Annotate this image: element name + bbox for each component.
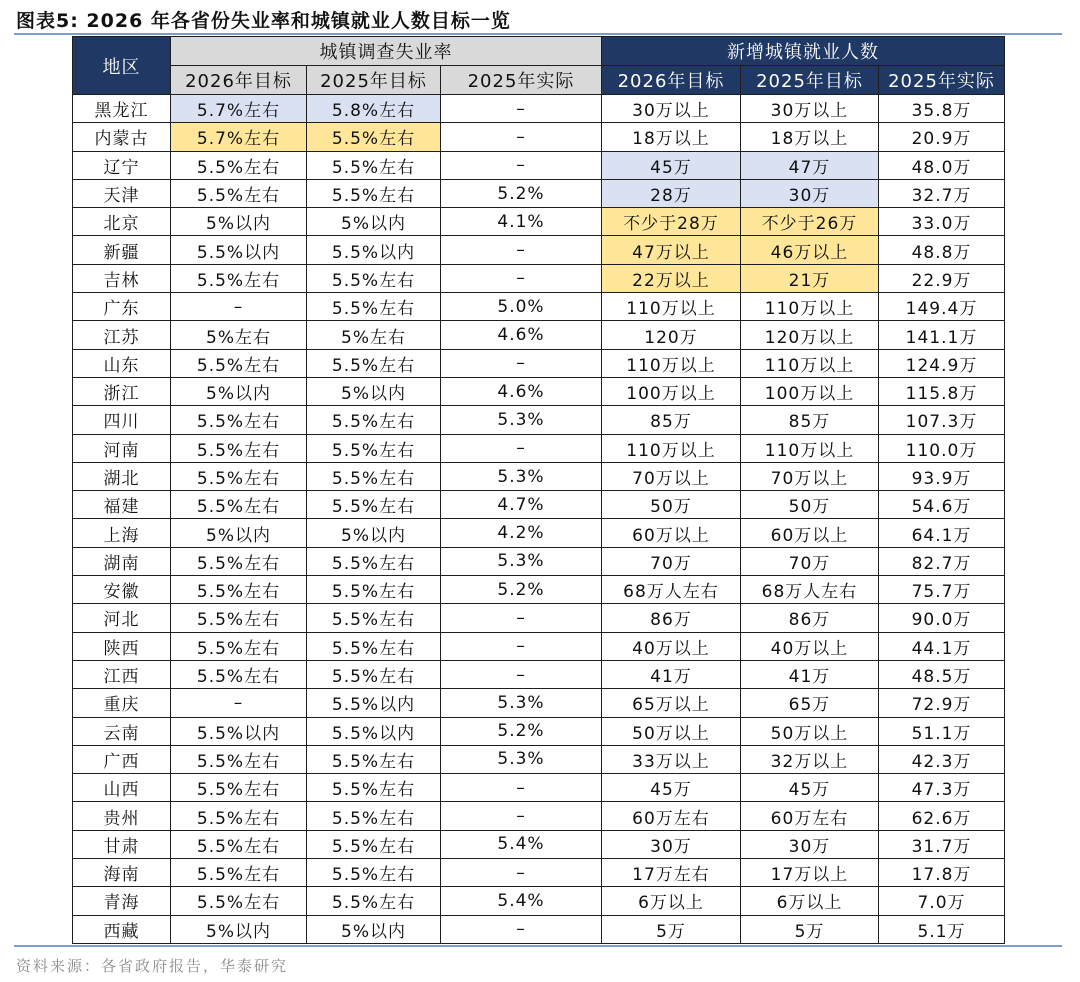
- cell-unemployment-2025-target: 5.5%左右: [307, 887, 441, 915]
- cell-employment-2026-target: 28万: [602, 179, 741, 207]
- cell-unemployment-2026-target: 5.5%左右: [171, 660, 307, 688]
- cell-unemployment-2025-target: 5.5%左右: [307, 802, 441, 830]
- group-header-unemployment: 城镇调查失业率: [171, 37, 602, 66]
- cell-employment-2025-target: 86万: [741, 604, 879, 632]
- cell-unemployment-2025-actual: –: [441, 802, 602, 830]
- cell-unemployment-2026-target: 5.7%左右: [171, 95, 307, 123]
- cell-employment-2025-target: 120万以上: [741, 321, 879, 349]
- cell-unemployment-2025-actual: 5.3%: [441, 406, 602, 434]
- cell-unemployment-2025-target: 5.5%左右: [307, 604, 441, 632]
- cell-unemployment-2025-actual: 5.4%: [441, 887, 602, 915]
- cell-unemployment-2026-target: 5.5%左右: [171, 264, 307, 292]
- table-row: [73, 576, 1005, 604]
- cell-employment-2025-actual: 82.7万: [879, 547, 1005, 575]
- cell-unemployment-2025-target: 5.5%左右: [307, 491, 441, 519]
- cell-unemployment-2025-target: 5.8%左右: [307, 95, 441, 123]
- cell-unemployment-2026-target: 5.5%左右: [171, 802, 307, 830]
- cell-unemployment-2026-target: 5.5%左右: [171, 462, 307, 490]
- column-header-employment-2025-actual: 2025年实际: [879, 66, 1005, 95]
- cell-employment-2025-target: 30万以上: [741, 95, 879, 123]
- cell-unemployment-2026-target: 5%左右: [171, 321, 307, 349]
- cell-employment-2026-target: 85万: [602, 406, 741, 434]
- cell-unemployment-2025-target: 5.5%左右: [307, 632, 441, 660]
- cell-employment-2025-actual: 75.7万: [879, 576, 1005, 604]
- cell-region: 山东: [73, 349, 171, 377]
- cell-region: 湖南: [73, 547, 171, 575]
- cell-region: 河北: [73, 604, 171, 632]
- group-header-employment: 新增城镇就业人数: [602, 37, 1005, 66]
- cell-employment-2025-target: 18万以上: [741, 123, 879, 151]
- cell-region: 辽宁: [73, 151, 171, 179]
- cell-employment-2026-target: 45万: [602, 774, 741, 802]
- cell-employment-2026-target: 33万以上: [602, 745, 741, 773]
- cell-unemployment-2026-target: 5.5%左右: [171, 887, 307, 915]
- cell-region: 浙江: [73, 377, 171, 405]
- table-row: [73, 462, 1005, 490]
- cell-unemployment-2025-target: 5.5%以内: [307, 236, 441, 264]
- cell-unemployment-2025-actual: –: [441, 123, 602, 151]
- figure-title: 图表5: 2026 年各省份失业率和城镇就业人数目标一览: [16, 10, 511, 32]
- cell-unemployment-2025-actual: 5.2%: [441, 179, 602, 207]
- cell-employment-2025-target: 50万: [741, 491, 879, 519]
- table-row: [73, 915, 1005, 943]
- cell-employment-2025-actual: 48.0万: [879, 151, 1005, 179]
- table-row: [73, 859, 1005, 887]
- cell-region: 山西: [73, 774, 171, 802]
- table-row: [73, 208, 1005, 236]
- cell-employment-2025-target: 50万以上: [741, 717, 879, 745]
- source-note: 资料来源：各省政府报告，华泰研究: [16, 957, 289, 975]
- cell-unemployment-2026-target: 5.5%左右: [171, 576, 307, 604]
- bottom-divider: [14, 945, 1062, 947]
- cell-unemployment-2026-target: 5.5%左右: [171, 830, 307, 858]
- cell-employment-2026-target: 68万人左右: [602, 576, 741, 604]
- cell-employment-2025-actual: 48.5万: [879, 660, 1005, 688]
- cell-unemployment-2025-target: 5.5%左右: [307, 576, 441, 604]
- cell-unemployment-2026-target: 5.5%左右: [171, 179, 307, 207]
- cell-employment-2026-target: 65万以上: [602, 689, 741, 717]
- cell-employment-2026-target: 6万以上: [602, 887, 741, 915]
- cell-unemployment-2025-actual: –: [441, 151, 602, 179]
- cell-employment-2025-actual: 5.1万: [879, 915, 1005, 943]
- cell-unemployment-2025-actual: 4.6%: [441, 321, 602, 349]
- cell-employment-2025-actual: 149.4万: [879, 293, 1005, 321]
- cell-region: 江西: [73, 660, 171, 688]
- cell-unemployment-2026-target: 5.5%左右: [171, 151, 307, 179]
- cell-unemployment-2025-target: 5.5%左右: [307, 264, 441, 292]
- cell-unemployment-2026-target: 5.5%以内: [171, 236, 307, 264]
- cell-employment-2025-actual: 110.0万: [879, 434, 1005, 462]
- cell-employment-2026-target: 5万: [602, 915, 741, 943]
- cell-unemployment-2025-actual: –: [441, 774, 602, 802]
- cell-unemployment-2025-actual: 4.7%: [441, 491, 602, 519]
- table-row: [73, 660, 1005, 688]
- table-row: [73, 406, 1005, 434]
- cell-unemployment-2026-target: 5%以内: [171, 377, 307, 405]
- cell-region: 四川: [73, 406, 171, 434]
- cell-unemployment-2025-actual: –: [441, 660, 602, 688]
- cell-unemployment-2025-actual: –: [441, 95, 602, 123]
- cell-employment-2025-target: 110万以上: [741, 293, 879, 321]
- table-row: [73, 123, 1005, 151]
- cell-region: 上海: [73, 519, 171, 547]
- cell-unemployment-2026-target: –: [171, 293, 307, 321]
- cell-unemployment-2025-target: 5.5%左右: [307, 406, 441, 434]
- cell-employment-2025-actual: 35.8万: [879, 95, 1005, 123]
- cell-region: 贵州: [73, 802, 171, 830]
- cell-employment-2026-target: 30万: [602, 830, 741, 858]
- cell-unemployment-2026-target: 5.5%左右: [171, 604, 307, 632]
- cell-unemployment-2025-actual: –: [441, 632, 602, 660]
- column-header-region: 地区: [73, 37, 171, 95]
- cell-employment-2025-target: 30万: [741, 830, 879, 858]
- cell-unemployment-2025-actual: –: [441, 859, 602, 887]
- cell-region: 福建: [73, 491, 171, 519]
- cell-unemployment-2025-actual: –: [441, 236, 602, 264]
- cell-unemployment-2025-actual: 5.3%: [441, 689, 602, 717]
- cell-employment-2025-target: 5万: [741, 915, 879, 943]
- cell-region: 天津: [73, 179, 171, 207]
- cell-unemployment-2025-actual: –: [441, 604, 602, 632]
- cell-employment-2025-actual: 22.9万: [879, 264, 1005, 292]
- cell-employment-2025-actual: 93.9万: [879, 462, 1005, 490]
- cell-unemployment-2025-target: 5.5%左右: [307, 434, 441, 462]
- cell-unemployment-2025-target: 5.5%左右: [307, 745, 441, 773]
- cell-employment-2025-target: 100万以上: [741, 377, 879, 405]
- cell-employment-2025-target: 不少于26万: [741, 208, 879, 236]
- cell-employment-2026-target: 17万左右: [602, 859, 741, 887]
- table-row: [73, 519, 1005, 547]
- cell-employment-2026-target: 100万以上: [602, 377, 741, 405]
- cell-unemployment-2026-target: 5.5%左右: [171, 745, 307, 773]
- cell-employment-2025-target: 110万以上: [741, 349, 879, 377]
- cell-employment-2025-target: 45万: [741, 774, 879, 802]
- cell-unemployment-2025-actual: –: [441, 349, 602, 377]
- cell-region: 河南: [73, 434, 171, 462]
- cell-employment-2025-target: 30万: [741, 179, 879, 207]
- cell-unemployment-2026-target: 5%以内: [171, 208, 307, 236]
- cell-unemployment-2025-target: 5.5%左右: [307, 462, 441, 490]
- cell-employment-2025-actual: 17.8万: [879, 859, 1005, 887]
- table-row: [73, 349, 1005, 377]
- top-divider: [14, 33, 1062, 35]
- cell-employment-2025-target: 6万以上: [741, 887, 879, 915]
- cell-employment-2025-target: 85万: [741, 406, 879, 434]
- cell-unemployment-2025-target: 5%以内: [307, 519, 441, 547]
- cell-unemployment-2025-actual: 5.2%: [441, 576, 602, 604]
- cell-employment-2025-actual: 64.1万: [879, 519, 1005, 547]
- cell-employment-2026-target: 60万左右: [602, 802, 741, 830]
- cell-unemployment-2025-target: 5.5%以内: [307, 689, 441, 717]
- cell-employment-2025-actual: 54.6万: [879, 491, 1005, 519]
- column-header-unemployment-2025-target: 2025年目标: [307, 66, 441, 95]
- header-row-subcolumns: [73, 66, 1005, 95]
- cell-unemployment-2025-target: 5.5%左右: [307, 830, 441, 858]
- cell-region: 陕西: [73, 632, 171, 660]
- table-body: [73, 95, 1005, 944]
- column-header-unemployment-2025-actual: 2025年实际: [441, 66, 602, 95]
- table-row: [73, 632, 1005, 660]
- table-row: [73, 802, 1005, 830]
- cell-unemployment-2026-target: 5.5%左右: [171, 859, 307, 887]
- cell-employment-2025-target: 32万以上: [741, 745, 879, 773]
- table-row: [73, 491, 1005, 519]
- cell-unemployment-2026-target: 5.5%以内: [171, 717, 307, 745]
- cell-employment-2026-target: 不少于28万: [602, 208, 741, 236]
- cell-unemployment-2025-actual: 5.4%: [441, 830, 602, 858]
- cell-employment-2025-actual: 47.3万: [879, 774, 1005, 802]
- cell-employment-2025-actual: 42.3万: [879, 745, 1005, 773]
- column-header-employment-2025-target: 2025年目标: [741, 66, 879, 95]
- cell-unemployment-2025-target: 5.5%左右: [307, 151, 441, 179]
- cell-unemployment-2025-actual: 4.1%: [441, 208, 602, 236]
- cell-employment-2026-target: 30万以上: [602, 95, 741, 123]
- cell-employment-2026-target: 22万以上: [602, 264, 741, 292]
- cell-employment-2025-actual: 44.1万: [879, 632, 1005, 660]
- cell-unemployment-2026-target: 5.5%左右: [171, 434, 307, 462]
- cell-employment-2025-actual: 33.0万: [879, 208, 1005, 236]
- cell-employment-2025-actual: 31.7万: [879, 830, 1005, 858]
- cell-region: 新疆: [73, 236, 171, 264]
- cell-unemployment-2025-target: 5.5%左右: [307, 660, 441, 688]
- cell-unemployment-2025-actual: 5.3%: [441, 745, 602, 773]
- column-header-unemployment-2026-target: 2026年目标: [171, 66, 307, 95]
- cell-unemployment-2025-actual: 4.6%: [441, 377, 602, 405]
- table-row: [73, 689, 1005, 717]
- cell-employment-2026-target: 18万以上: [602, 123, 741, 151]
- cell-employment-2025-target: 40万以上: [741, 632, 879, 660]
- cell-employment-2026-target: 50万以上: [602, 717, 741, 745]
- cell-unemployment-2025-target: 5.5%左右: [307, 123, 441, 151]
- table-row: [73, 887, 1005, 915]
- cell-unemployment-2025-actual: –: [441, 915, 602, 943]
- cell-employment-2025-actual: 51.1万: [879, 717, 1005, 745]
- cell-unemployment-2025-target: 5%以内: [307, 377, 441, 405]
- cell-employment-2025-actual: 107.3万: [879, 406, 1005, 434]
- cell-unemployment-2025-target: 5.5%以内: [307, 717, 441, 745]
- cell-unemployment-2025-actual: 5.0%: [441, 293, 602, 321]
- cell-employment-2025-actual: 124.9万: [879, 349, 1005, 377]
- cell-unemployment-2025-target: 5%以内: [307, 208, 441, 236]
- cell-region: 黑龙江: [73, 95, 171, 123]
- cell-employment-2025-target: 17万以上: [741, 859, 879, 887]
- table-row: [73, 434, 1005, 462]
- cell-employment-2025-target: 47万: [741, 151, 879, 179]
- cell-region: 广东: [73, 293, 171, 321]
- cell-region: 重庆: [73, 689, 171, 717]
- cell-unemployment-2025-actual: 5.3%: [441, 462, 602, 490]
- cell-unemployment-2025-actual: 4.2%: [441, 519, 602, 547]
- cell-employment-2025-target: 21万: [741, 264, 879, 292]
- cell-employment-2026-target: 45万: [602, 151, 741, 179]
- cell-employment-2025-target: 70万以上: [741, 462, 879, 490]
- table-row: [73, 547, 1005, 575]
- cell-unemployment-2025-actual: –: [441, 434, 602, 462]
- cell-unemployment-2026-target: 5%以内: [171, 519, 307, 547]
- cell-employment-2025-actual: 115.8万: [879, 377, 1005, 405]
- cell-unemployment-2026-target: 5.5%左右: [171, 774, 307, 802]
- cell-unemployment-2026-target: 5.5%左右: [171, 349, 307, 377]
- cell-employment-2026-target: 70万: [602, 547, 741, 575]
- cell-unemployment-2025-actual: 5.3%: [441, 547, 602, 575]
- cell-employment-2026-target: 70万以上: [602, 462, 741, 490]
- table-row: [73, 717, 1005, 745]
- cell-region: 云南: [73, 717, 171, 745]
- cell-region: 北京: [73, 208, 171, 236]
- cell-employment-2025-actual: 72.9万: [879, 689, 1005, 717]
- table-row: [73, 293, 1005, 321]
- cell-unemployment-2025-target: 5%以内: [307, 915, 441, 943]
- cell-region: 江苏: [73, 321, 171, 349]
- cell-employment-2025-target: 41万: [741, 660, 879, 688]
- cell-unemployment-2025-target: 5.5%左右: [307, 293, 441, 321]
- cell-employment-2025-target: 65万: [741, 689, 879, 717]
- cell-region: 海南: [73, 859, 171, 887]
- cell-unemployment-2026-target: 5.5%左右: [171, 406, 307, 434]
- table-row: [73, 321, 1005, 349]
- table-row: [73, 236, 1005, 264]
- cell-employment-2026-target: 86万: [602, 604, 741, 632]
- cell-employment-2025-actual: 141.1万: [879, 321, 1005, 349]
- cell-unemployment-2025-target: 5.5%左右: [307, 349, 441, 377]
- cell-region: 吉林: [73, 264, 171, 292]
- cell-region: 广西: [73, 745, 171, 773]
- cell-employment-2025-actual: 90.0万: [879, 604, 1005, 632]
- cell-employment-2026-target: 60万以上: [602, 519, 741, 547]
- cell-employment-2025-actual: 62.6万: [879, 802, 1005, 830]
- cell-unemployment-2026-target: 5.5%左右: [171, 547, 307, 575]
- cell-employment-2026-target: 47万以上: [602, 236, 741, 264]
- cell-region: 青海: [73, 887, 171, 915]
- cell-employment-2026-target: 120万: [602, 321, 741, 349]
- cell-employment-2026-target: 41万: [602, 660, 741, 688]
- province-targets-table: [72, 36, 1005, 944]
- table-row: [73, 604, 1005, 632]
- cell-region: 西藏: [73, 915, 171, 943]
- cell-unemployment-2025-target: 5%左右: [307, 321, 441, 349]
- cell-employment-2025-actual: 32.7万: [879, 179, 1005, 207]
- cell-unemployment-2026-target: 5.7%左右: [171, 123, 307, 151]
- cell-employment-2026-target: 110万以上: [602, 434, 741, 462]
- cell-region: 甘肃: [73, 830, 171, 858]
- cell-employment-2026-target: 40万以上: [602, 632, 741, 660]
- cell-unemployment-2025-target: 5.5%左右: [307, 859, 441, 887]
- cell-unemployment-2025-actual: 5.2%: [441, 717, 602, 745]
- cell-employment-2025-actual: 48.8万: [879, 236, 1005, 264]
- table-row: [73, 179, 1005, 207]
- cell-employment-2025-actual: 20.9万: [879, 123, 1005, 151]
- cell-region: 安徽: [73, 576, 171, 604]
- cell-unemployment-2026-target: 5.5%左右: [171, 491, 307, 519]
- cell-region: 湖北: [73, 462, 171, 490]
- header-row-groups: [73, 37, 1005, 66]
- table-row: [73, 264, 1005, 292]
- cell-employment-2025-actual: 7.0万: [879, 887, 1005, 915]
- cell-employment-2025-target: 110万以上: [741, 434, 879, 462]
- cell-employment-2025-target: 60万左右: [741, 802, 879, 830]
- table-row: [73, 830, 1005, 858]
- cell-employment-2025-target: 70万: [741, 547, 879, 575]
- cell-employment-2026-target: 110万以上: [602, 349, 741, 377]
- cell-employment-2026-target: 110万以上: [602, 293, 741, 321]
- cell-employment-2025-target: 68万人左右: [741, 576, 879, 604]
- column-header-employment-2026-target: 2026年目标: [602, 66, 741, 95]
- cell-employment-2025-target: 46万以上: [741, 236, 879, 264]
- cell-unemployment-2025-target: 5.5%左右: [307, 179, 441, 207]
- cell-unemployment-2026-target: 5.5%左右: [171, 632, 307, 660]
- cell-employment-2026-target: 50万: [602, 491, 741, 519]
- table-row: [73, 151, 1005, 179]
- table-row: [73, 745, 1005, 773]
- cell-unemployment-2025-target: 5.5%左右: [307, 774, 441, 802]
- cell-unemployment-2026-target: 5%以内: [171, 915, 307, 943]
- table-row: [73, 774, 1005, 802]
- table-row: [73, 95, 1005, 123]
- cell-unemployment-2025-actual: –: [441, 264, 602, 292]
- cell-employment-2025-target: 60万以上: [741, 519, 879, 547]
- cell-unemployment-2026-target: –: [171, 689, 307, 717]
- cell-region: 内蒙古: [73, 123, 171, 151]
- table-row: [73, 377, 1005, 405]
- cell-unemployment-2025-target: 5.5%左右: [307, 547, 441, 575]
